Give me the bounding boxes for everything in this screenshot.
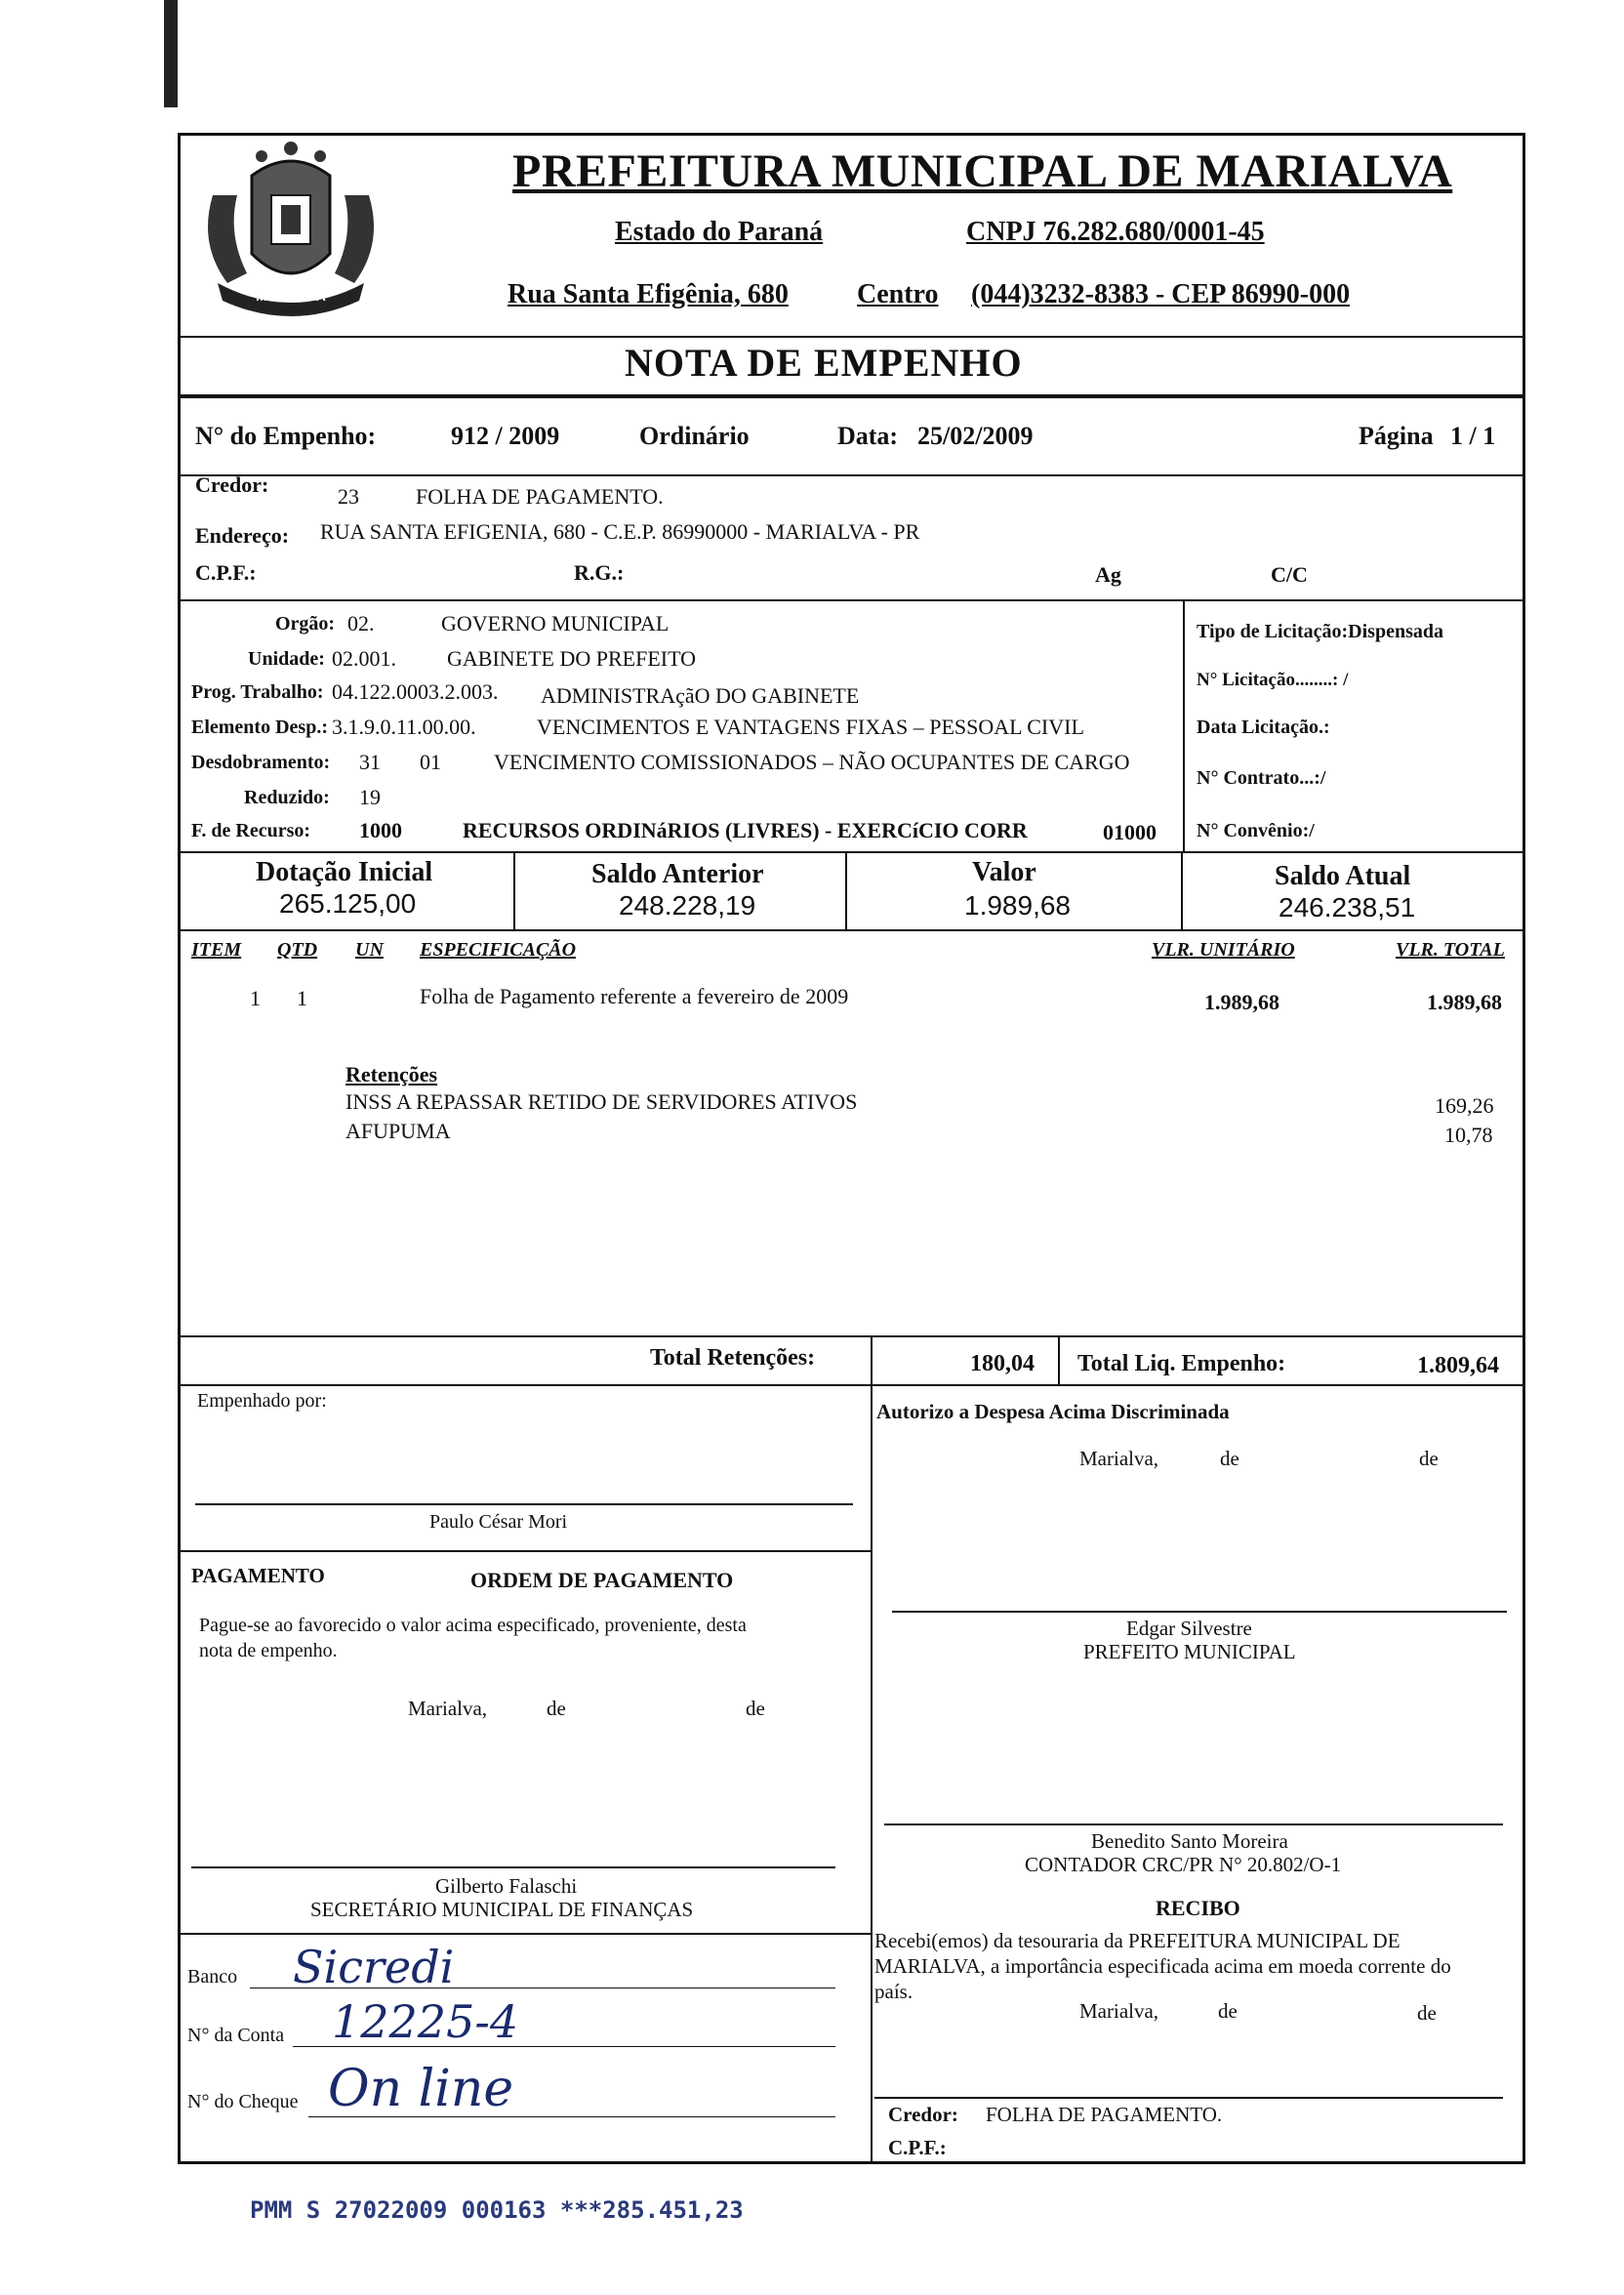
scan-mark [164, 0, 178, 107]
conta-handwritten: 12225-4 [332, 1995, 519, 2048]
conta-label: N° da Conta [187, 2025, 285, 2046]
valor-label: Valor [972, 857, 1036, 887]
autorizo-city: Marialva, [1079, 1447, 1159, 1470]
item-number: 1 [250, 986, 261, 1010]
empenhado-nome: Paulo César Mori [429, 1511, 568, 1533]
total-liquido-value: 1.809,64 [1417, 1353, 1499, 1378]
secretario-cargo: SECRETÁRIO MUNICIPAL DE FINANÇAS [310, 1898, 694, 1921]
autorizo-de2: de [1419, 1447, 1439, 1470]
recurso-code: 1000 [359, 818, 402, 842]
signature-line [874, 2097, 1503, 2099]
autorizo-de1: de [1220, 1447, 1239, 1470]
licitacao-contrato: N° Contrato...:/ [1197, 767, 1326, 789]
divider [845, 851, 847, 929]
state-name: Estado do Paraná [615, 217, 824, 247]
signature-line [884, 1824, 1503, 1825]
cpf-label: C.P.F.: [195, 560, 257, 585]
saldo-anterior-value: 248.228,19 [619, 890, 756, 921]
desdob: VENCIMENTO COMISSIONADOS – NÃO OCUPANTES DE CARGO [494, 750, 1130, 774]
divider [178, 1335, 1525, 1337]
prefeito-nome: Edgar Silvestre [1126, 1617, 1252, 1640]
unidade-code: 02.001. [332, 646, 396, 671]
divider [178, 1384, 1525, 1386]
orgao-code: 02. [347, 611, 375, 635]
saldo-atual-value: 246.238,51 [1279, 892, 1416, 922]
elemento: VENCIMENTOS E VANTAGENS FIXAS – PESSOAL CIVIL [537, 715, 1084, 739]
desdob-label: Desdobramento: [191, 752, 331, 773]
divider [178, 474, 1525, 476]
cnpj: CNPJ 76.282.680/0001-45 [966, 217, 1265, 247]
pagamento-label: PAGAMENTO [191, 1564, 325, 1587]
item-total: 1.989,68 [1427, 990, 1502, 1014]
empenho-number-label: N° do Empenho: [195, 422, 377, 450]
dotacao-value: 265.125,00 [279, 888, 417, 919]
recibo-cpf-label: C.P.F.: [888, 2136, 947, 2159]
prog: ADMINISTRAçãO DO GABINETE [541, 683, 860, 708]
unidade-label: Unidade: [248, 648, 325, 670]
divider [513, 851, 515, 929]
divider [178, 1550, 873, 1552]
recurso-label: F. de Recurso: [191, 820, 311, 841]
col-un: UN [355, 939, 384, 961]
desdob-code: 31 [359, 750, 381, 774]
municipal-crest-icon [193, 137, 388, 332]
endereco: RUA SANTA EFIGENIA, 680 - C.E.P. 86990000 - MARIALVA - PR [320, 519, 920, 544]
credor-code: 23 [338, 484, 359, 509]
endereco-label: Endereço: [195, 523, 290, 548]
recibo-de1: de [1218, 1999, 1238, 2023]
ag-label: Ag [1095, 562, 1121, 587]
footer-code: PMM S 27022009 000163 ***285.451,23 [250, 2196, 744, 2224]
licitacao-data: Data Licitação.: [1197, 717, 1330, 738]
pagamento-city: Marialva, [408, 1697, 488, 1720]
item-desc: Folha de Pagamento referente a fevereiro de 2009 [420, 984, 849, 1008]
licitacao-numero: N° Licitação........: / [1197, 670, 1349, 690]
valor-value: 1.989,68 [964, 890, 1071, 921]
doc-title: NOTA DE EMPENHO [625, 341, 1023, 385]
credor-name: FOLHA DE PAGAMENTO. [416, 484, 664, 509]
recibo-text-3: país. [874, 1980, 914, 2003]
recibo-city: Marialva, [1079, 1999, 1159, 2023]
total-retencoes-value: 180,04 [970, 1351, 1035, 1376]
date-label: Data: [837, 422, 899, 450]
banco-handwritten: Sicredi [293, 1941, 455, 1993]
divider [178, 599, 1525, 601]
saldo-anterior-label: Saldo Anterior [591, 859, 764, 889]
col-vlr-unit: VLR. UNITÁRIO [1152, 939, 1295, 961]
recibo-credor-label: Credor: [888, 2103, 958, 2126]
credor-label: Credor: [195, 472, 269, 497]
divider [871, 1384, 873, 2164]
item-qtd: 1 [297, 986, 307, 1010]
col-qtd: QTD [277, 939, 318, 961]
cheque-label: N° do Cheque [187, 2091, 299, 2112]
retencao-value: 169,26 [1435, 1093, 1494, 1118]
licitacao-tipo: Tipo de Licitação:Dispensada [1197, 621, 1443, 642]
phone-cep: (044)3232-8383 - CEP 86990-000 [971, 279, 1351, 309]
pagamento-de2: de [746, 1697, 765, 1720]
divider [1058, 1335, 1060, 1384]
recibo-de2: de [1417, 2001, 1437, 2025]
reduzido-label: Reduzido: [244, 787, 330, 808]
recibo-credor: FOLHA DE PAGAMENTO. [986, 2103, 1223, 2126]
recibo-text-2: MARIALVA, a importância especificada acima em moeda corrente do [874, 1954, 1451, 1978]
desdob-sub: 01 [420, 750, 441, 774]
total-liquido-label: Total Liq. Empenho: [1077, 1351, 1286, 1376]
licitacao-convenio: N° Convênio:/ [1197, 820, 1315, 841]
autorizo-text: Autorizo a Despesa Acima Discriminada [876, 1400, 1230, 1423]
retencao-desc: AFUPUMA [345, 1119, 451, 1143]
signature-line [191, 1866, 835, 1868]
recurso-num: 01000 [1103, 820, 1157, 844]
unidade: GABINETE DO PREFEITO [447, 646, 697, 671]
reduzido: 19 [359, 785, 381, 809]
street-address: Rua Santa Efigênia, 680 [508, 279, 789, 309]
orgao: GOVERNO MUNICIPAL [441, 611, 670, 635]
divider [178, 929, 1525, 931]
page-label: Página [1359, 422, 1434, 450]
signature-line [892, 1611, 1507, 1613]
empenhado-label: Empenhado por: [197, 1390, 327, 1412]
secretario-nome: Gilberto Falaschi [435, 1874, 578, 1898]
divider [1181, 851, 1183, 929]
ordem-pagamento: ORDEM DE PAGAMENTO [470, 1568, 734, 1592]
dotacao-label: Dotação Inicial [256, 857, 433, 887]
crest-text: MARIALVA [256, 288, 326, 304]
pagamento-text-1: Pague-se ao favorecido o valor acima especificado, proveniente, desta [199, 1615, 747, 1636]
page-number: 1 / 1 [1450, 422, 1496, 450]
elemento-label: Elemento Desp.: [191, 717, 328, 738]
divider [178, 336, 1525, 338]
banco-label: Banco [187, 1966, 238, 1988]
retencao-value: 10,78 [1444, 1123, 1493, 1147]
divider [871, 1335, 873, 1384]
saldo-atual-label: Saldo Atual [1275, 861, 1411, 891]
empenho-type: Ordinário [639, 422, 750, 450]
recibo-text-1: Recebi(emos) da tesouraria da PREFEITURA MUNICIPAL DE [874, 1929, 1401, 1952]
prefeito-cargo: PREFEITO MUNICIPAL [1083, 1640, 1296, 1663]
elemento-code: 3.1.9.0.11.00.00. [332, 715, 476, 739]
total-retencoes-label: Total Retenções: [650, 1345, 816, 1371]
divider [178, 1933, 873, 1935]
contador-nome: Benedito Santo Moreira [1091, 1829, 1288, 1853]
divider [178, 394, 1525, 398]
divider [1183, 599, 1185, 851]
divider [178, 851, 1525, 853]
col-item: ITEM [191, 939, 242, 961]
col-espec: ESPECIFICAÇÃO [420, 939, 577, 961]
rg-label: R.G.: [574, 560, 625, 585]
prog-code: 04.122.0003.2.003. [332, 679, 499, 704]
empenho-date: 25/02/2009 [917, 422, 1034, 450]
recurso: RECURSOS ORDINáRIOS (LIVRES) - EXERCíCIO CORR [463, 818, 1028, 842]
contador-cargo: CONTADOR CRC/PR N° 20.802/O-1 [1025, 1853, 1342, 1876]
prog-label: Prog. Trabalho: [191, 681, 324, 703]
district: Centro [857, 279, 939, 309]
col-vlr-total: VLR. TOTAL [1396, 939, 1505, 961]
retencoes-label: Retenções [345, 1062, 438, 1086]
pagamento-text-2: nota de empenho. [199, 1640, 338, 1661]
cheque-handwritten: On line [328, 2060, 514, 2118]
item-unit: 1.989,68 [1204, 990, 1279, 1014]
pagamento-de1: de [547, 1697, 566, 1720]
retencao-desc: INSS A REPASSAR RETIDO DE SERVIDORES ATIVOS [345, 1089, 858, 1114]
empenho-number: 912 / 2009 [451, 422, 560, 450]
page-title: PREFEITURA MUNICIPAL DE MARIALVA [512, 145, 1453, 197]
recibo-title: RECIBO [1156, 1896, 1240, 1920]
orgao-label: Orgão: [275, 613, 336, 635]
cc-label: C/C [1271, 562, 1308, 587]
signature-line [195, 1503, 853, 1505]
